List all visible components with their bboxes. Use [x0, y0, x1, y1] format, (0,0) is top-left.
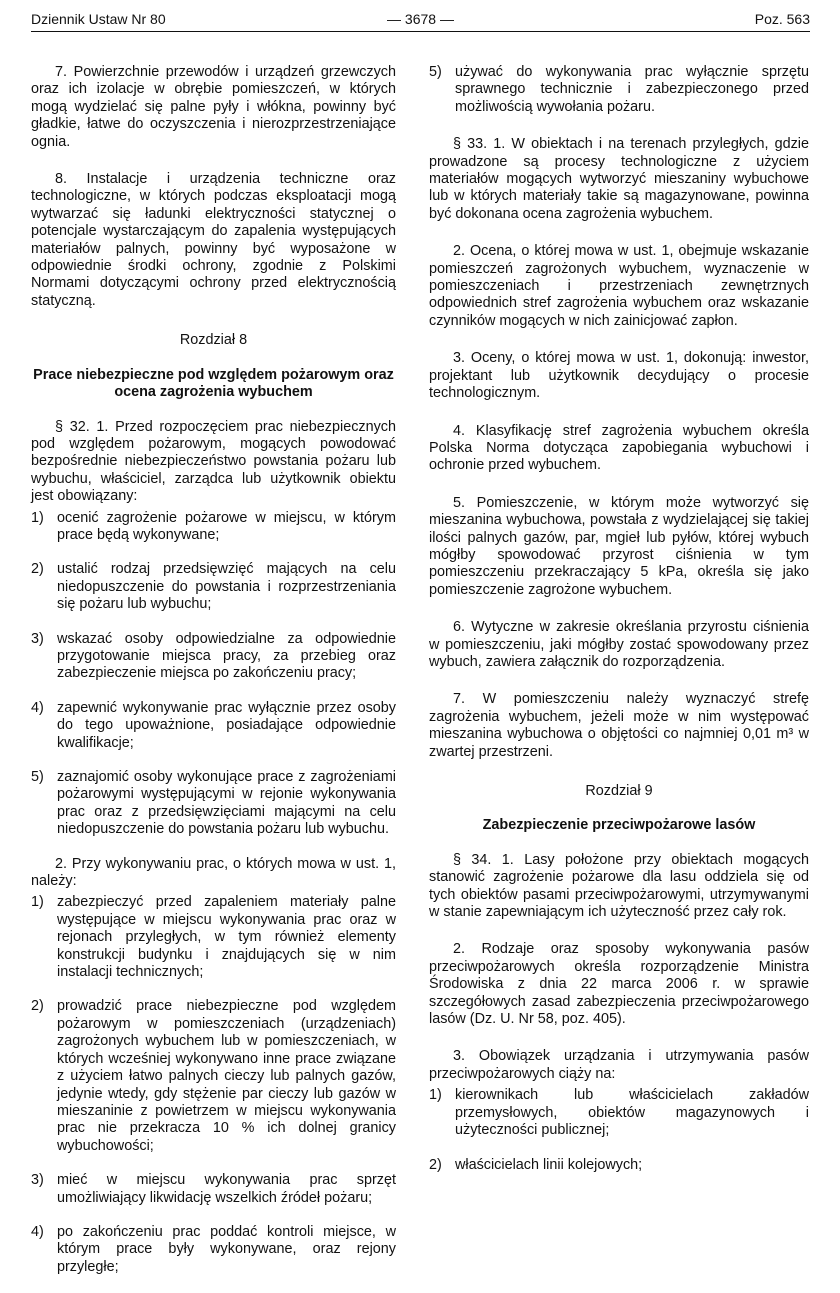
- list: [31, 510, 396, 839]
- item-text: ustalić rodzaj przedsięwzięć mających na celu niedopuszczenie do powstania i rozprzestrzeniania się pożaru lub wybuchu;: [57, 561, 396, 613]
- list-item: [429, 64, 809, 116]
- paragraph: 6. Wytyczne w zakresie określania przyrostu ciśnienia w pomieszczeniu, jaki mógłby zostać spowodowany przez wybuch, zawiera załącznik do rozporządzenia.: [429, 619, 809, 670]
- item-number: 1): [31, 509, 44, 526]
- paragraph: 2. Rodzaje oraz sposoby wykonywania pasów przeciwpożarowych określa rozporządzenie Ministra Środowiska z dnia 22 marca 2006 r. w sprawie szczegółowych zasad zabezpieczenia przeciwpożarowego lasów (Dz. U. Nr 58, poz. 405).: [429, 941, 809, 1028]
- paragraph: 3. Obowiązek urządzania i utrzymywania pasów przeciwpożarowych ciąży na:: [429, 1048, 809, 1082]
- item-number: 2): [31, 998, 44, 1015]
- item-number: 2): [31, 561, 44, 578]
- item-text: zabezpieczyć przed zapaleniem materiały palne występujące w miejscu wykonywania prac oraz w rejonach przyległych, w tym również elementy konstrukcji budynku i znajdujących się w nim instalacji technicznych;: [57, 894, 396, 981]
- paragraph: § 33. 1. W obiektach i na terenach przyległych, gdzie prowadzone są procesy technologiczne z użyciem materiałów mogących wytworzyć mieszaniny wybuchowe lub w których materiały takie są magazynowane, powinna być dokonana ocena zagrożenia wybuchem.: [429, 136, 809, 222]
- item-text: wskazać osoby odpowiedzialne za odpowiednie przygotowanie miejsca pracy, za przebieg oraz zabezpieczenie miejsca po zakończeniu pracy;: [57, 630, 396, 682]
- list-item: [31, 631, 396, 683]
- item-number: 3): [31, 1172, 44, 1189]
- item-text: ocenić zagrożenie pożarowe w miejscu, w którym prace będą wykonywane;: [57, 509, 396, 543]
- list-item: [429, 1157, 809, 1174]
- list-item: [31, 700, 396, 752]
- paragraph: 5. Pomieszczenie, w którym może wytworzyć się mieszanina wybuchowa, powstała z wydzielającej się takiej ilości palnych gazów, par, mgieł lub pyłów, której wybuch mógłby spowodować przyrost ciśnienia w tym pomieszczeniu przekraczający 5 kPa, określa się jako pomieszczenie zagrożone wybuchem.: [429, 494, 809, 598]
- paragraph: § 34. 1. Lasy położone przy obiektach mogących stanowić zagrożenie pożarowe dla lasu oddziela się od tych obiektów pasami przeciwpożarowymi, utrzymywanymi w stanie zapewniającym ich użyteczność przez cały rok.: [429, 851, 809, 921]
- list-item: [31, 510, 396, 545]
- item-text: właścicielach linii kolejowych;: [455, 1156, 643, 1173]
- item-text: kierownikach lub właścicielach zakładów przemysłowych, obiektów magazynowych i użyteczności publicznej;: [455, 1087, 809, 1139]
- item-number: 1): [429, 1087, 442, 1104]
- chapter-title: Prace niebezpieczne pod względem pożarowym oraz ocena zagrożenia wybuchem: [33, 366, 394, 401]
- paragraph: 4. Klasyfikację stref zagrożenia wybuchem określa Polska Norma dotycząca zapobiegania wybuchowi i ochronie przed wybuchem.: [429, 422, 809, 474]
- position-number: Poz. 563: [754, 11, 810, 27]
- list-item: [31, 1172, 396, 1207]
- item-text: po zakończeniu prac poddać kontroli miejsce, w którym prace były wykonywane, oraz rejony przyległe;: [57, 1223, 396, 1275]
- item-text: mieć w miejscu wykonywania prac sprzęt umożliwiający likwidację wszelkich źródeł pożaru;: [57, 1172, 396, 1206]
- item-number: 4): [31, 699, 44, 716]
- paragraph: 7. Powierzchnie przewodów i urządzeń grzewczych oraz ich izolacje w obrębie pomieszczeń, w których mogą wydzielać się palne pyły i włókna, powinny być gładkie, łatwe do oczyszczenia i nierozprzestrzeniające ognia.: [31, 64, 396, 150]
- list-item: [31, 1224, 396, 1276]
- item-number: 1): [31, 894, 44, 911]
- list: [429, 1087, 809, 1174]
- paragraph: § 32. 1. Przed rozpoczęciem prac niebezpiecznych pod względem pożarowym, mogących powodować bezpośrednie niebezpieczeństwo powstania pożaru lub wybuchu, właściciel, zarządca lub użytkownik obiektu jest obowiązany:: [31, 418, 396, 505]
- chapter-heading: Rozdział 8: [179, 332, 248, 349]
- list-item: [429, 1087, 809, 1139]
- page-number: — 3678 —: [387, 11, 454, 27]
- item-text: zaznajomić osoby wykonujące prace z zagrożeniami pożarowymi występującymi w rejonie wykonywania prac oraz z przedsięwzięciami mającymi na celu niedopuszczenie do powstania pożaru lub wybuchu.: [57, 769, 396, 838]
- paragraph: 2. Ocena, o której mowa w ust. 1, obejmuje wskazanie pomieszczeń zagrożonych wybuchem, wyznaczenie w pomieszczeniach i przestrzeniach zewnętrznych odpowiednich stref zagrożenia wybuchem oraz wskazanie czynników mogących w nich zainicjować zapłon.: [429, 243, 809, 329]
- chapter-heading: Rozdział 9: [585, 783, 653, 799]
- list-item: [31, 561, 396, 613]
- item-text: zapewnić wykonywanie prac wyłącznie przez osoby do tego upoważnione, posiadające odpowiednie kwalifikacje;: [57, 699, 396, 751]
- journal-title: Dziennik Ustaw Nr 80: [31, 11, 166, 27]
- paragraph: 8. Instalacje i urządzenia techniczne oraz technologiczne, w których podczas eksploatacji mogą wytwarzać się ładunki elektryczności statycznej o potencjale wystarczającym do zapalenia występujących materiałów palnych, powinny być wyposażone w odpowiednie środki ochrony, zgodnie z Polskimi Normami dotyczącymi ochrony przed elektrycznością statyczną.: [31, 171, 396, 309]
- item-number: 5): [31, 769, 44, 785]
- paragraph: 3. Oceny, o której mowa w ust. 1, dokonują: inwestor, projektant lub użytkownik decydujący o procesie technologicznym.: [429, 350, 809, 402]
- item-number: 2): [429, 1156, 442, 1173]
- item-number: 3): [31, 630, 44, 647]
- item-number: 4): [31, 1223, 44, 1240]
- left-column: [31, 64, 396, 1293]
- page-header: [31, 9, 810, 32]
- item-text: używać do wykonywania prac wyłącznie sprzętu sprawnego technicznie i zabezpieczonego przed możliwością wywołania pożaru.: [455, 64, 809, 115]
- paragraph: 2. Przy wykonywaniu prac, o których mowa w ust. 1, należy:: [31, 855, 396, 890]
- right-column: [429, 64, 809, 1191]
- list-item: [31, 998, 396, 1155]
- paragraph: 7. W pomieszczeniu należy wyznaczyć strefę zagrożenia wybuchem, jeżeli może w nim występować mieszanina wybuchowa o objętości co najmniej 0,01 m³ w zwartej przestrzeni.: [429, 691, 809, 760]
- item-text: prowadzić prace niebezpieczne pod względem pożarowym w pomieszczeniach (urządzeniach) zagrożonych wybuchem lub w pomieszczeniach, w których wcześniej wykonywano inne prace związane z użyciem łatwo palnych cieczy lub palnych gazów, jedynie wtedy, gdy stężenie par cieczy lub gazów w mieszaninie z powietrzem w miejscu wykonywania prac nie przekracza 10 % ich dolnej granicy wybuchowości;: [57, 998, 396, 1154]
- list-item: [31, 894, 396, 981]
- item-number: 5): [429, 64, 442, 80]
- list-item: [31, 769, 396, 839]
- chapter-title: Zabezpieczenie przeciwpożarowe lasów: [482, 817, 756, 834]
